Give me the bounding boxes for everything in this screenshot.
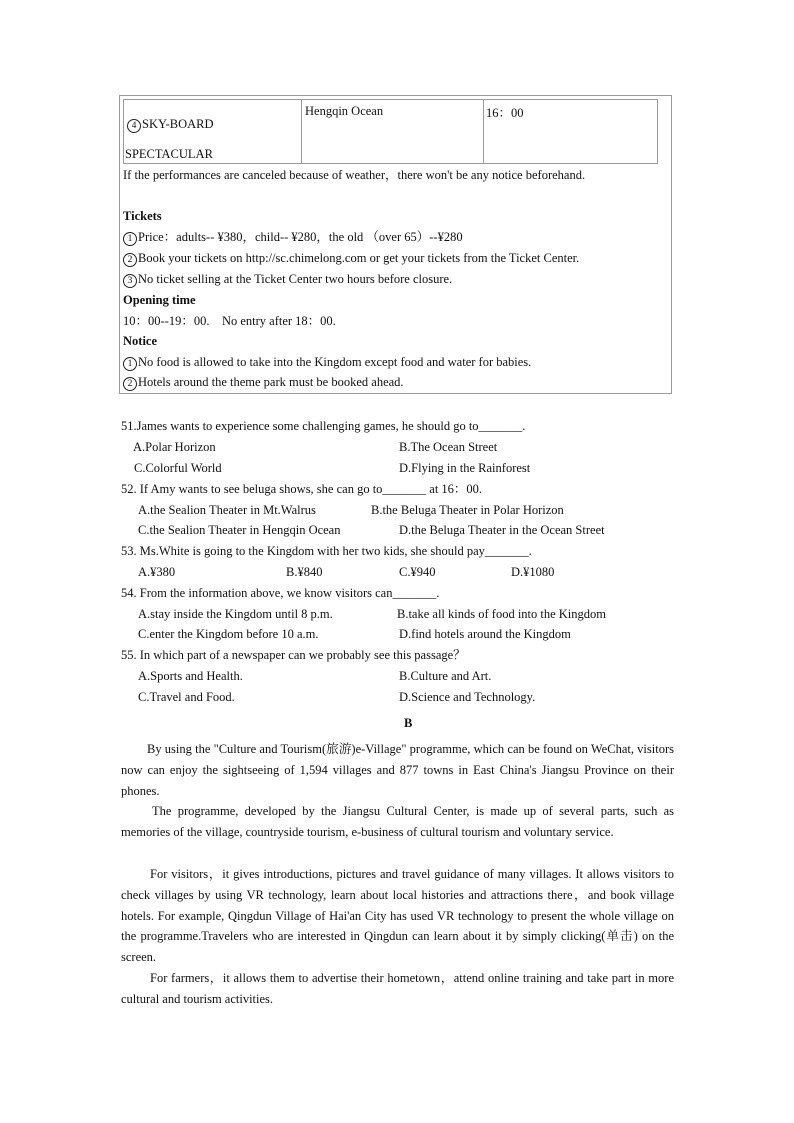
ticket-item: 1 Price：adults-- ¥380，child-- ¥280，the old （over 65）--¥280 — [123, 230, 463, 246]
show-name-cell — [124, 100, 302, 163]
show-name-line1: 4 SKY-BOARD — [127, 117, 214, 133]
option[interactable]: A.¥380 — [138, 565, 176, 579]
info-box — [119, 95, 672, 394]
option[interactable]: A.the Sealion Theater in Mt.Walrus — [138, 503, 316, 517]
option[interactable]: D.Science and Technology. — [399, 690, 536, 704]
question-stem: 55. In which part of a newspaper can we probably see this passage？ — [121, 648, 466, 662]
option[interactable]: D.the Beluga Theater in the Ocean Street — [399, 523, 605, 537]
circled-number: 3 — [123, 274, 137, 288]
option[interactable]: A.stay inside the Kingdom until 8 p.m. — [138, 607, 333, 621]
option[interactable]: A.Sports and Health. — [138, 669, 243, 683]
option[interactable]: C.the Sealion Theater in Hengqin Ocean — [138, 523, 341, 537]
section-heading: B — [404, 716, 413, 730]
option[interactable]: B.Culture and Art. — [399, 669, 492, 683]
notice-item: 2 Hotels around the theme park must be booked ahead. — [123, 375, 404, 391]
ticket-item: 2 Book your tickets on http://sc.chimelong.com or get your tickets from the Ticket Center. — [123, 251, 579, 267]
weather-note: If the performances are canceled because of weather，there won't be any notice beforehand. — [123, 168, 586, 182]
question-stem: 54. From the information above, we know visitors can_______. — [121, 586, 440, 600]
option[interactable]: D.¥1080 — [511, 565, 555, 579]
show-name-line2: SPECTACULAR — [125, 147, 213, 161]
passage-paragraph: For farmers，it allows them to advertise their hometown，attend online training and take part in more cultural and tourism activities. — [121, 971, 674, 1006]
circled-number: 4 — [127, 119, 141, 133]
circled-number: 1 — [123, 357, 137, 371]
opening-text: 10：00--19：00. No entry after 18：00. — [123, 314, 336, 328]
option[interactable]: B.the Beluga Theater in Polar Horizon — [371, 503, 564, 517]
opening-heading: Opening time — [123, 293, 196, 307]
time-cell — [484, 100, 657, 163]
schedule-table — [123, 99, 658, 164]
location-text: Hengqin Ocean — [305, 104, 384, 118]
passage-paragraph: For visitors，it gives introductions, pictures and travel guidance of many villages. It allows visitors to check villages by using VR technology, learn about local histories and attractions there，and book village hotels. For example, Qingdun Village of Hai'an City has used VR technology to present the whole village on the programme.Travelers who are interested in Qingdun can learn about it by simply clicking(单击) on the screen. — [121, 867, 674, 965]
passage-paragraph: By using the "Culture and Tourism(旅游)e-Village" programme, which can be found on WeChat, visitors now can enjoy the sightseeing of 1,594 villages and 877 towns in East China's Jiangsu Province on their phones. — [121, 742, 674, 798]
option[interactable]: B.The Ocean Street — [399, 440, 498, 454]
option[interactable]: B.take all kinds of food into the Kingdom — [397, 607, 607, 621]
notice-heading: Notice — [123, 334, 158, 348]
tickets-heading: Tickets — [123, 209, 162, 223]
circled-number: 2 — [123, 253, 137, 267]
option[interactable]: D.Flying in the Rainforest — [399, 461, 531, 475]
option[interactable]: C.Travel and Food. — [138, 690, 235, 704]
option[interactable]: C.Colorful World — [134, 461, 222, 475]
option[interactable]: D.find hotels around the Kingdom — [399, 627, 571, 641]
option[interactable]: C.¥940 — [399, 565, 436, 579]
ticket-item: 3 No ticket selling at the Ticket Center two hours before closure. — [123, 272, 452, 288]
circled-number: 1 — [123, 232, 137, 246]
question-stem: 51.James wants to experience some challenging games, he should go to_______. — [121, 419, 526, 433]
notice-item: 1 No food is allowed to take into the Kingdom except food and water for babies. — [123, 355, 531, 371]
location-cell — [302, 100, 484, 163]
passage-paragraph: The programme, developed by the Jiangsu Cultural Center, is made up of several parts, such as memories of the village, countryside tourism, e-business of cultural tourism and voluntary service. — [121, 804, 674, 839]
option[interactable]: A.Polar Horizon — [133, 440, 216, 454]
question-stem: 52. If Amy wants to see beluga shows, she can go to_______ at 16：00. — [121, 482, 483, 496]
option[interactable]: C.enter the Kingdom before 10 a.m. — [138, 627, 319, 641]
circled-number: 2 — [123, 377, 137, 391]
option[interactable]: B.¥840 — [286, 565, 323, 579]
time-text: 16：00 — [486, 106, 524, 120]
question-stem: 53. Ms.White is going to the Kingdom with her two kids, she should pay_______. — [121, 544, 532, 558]
